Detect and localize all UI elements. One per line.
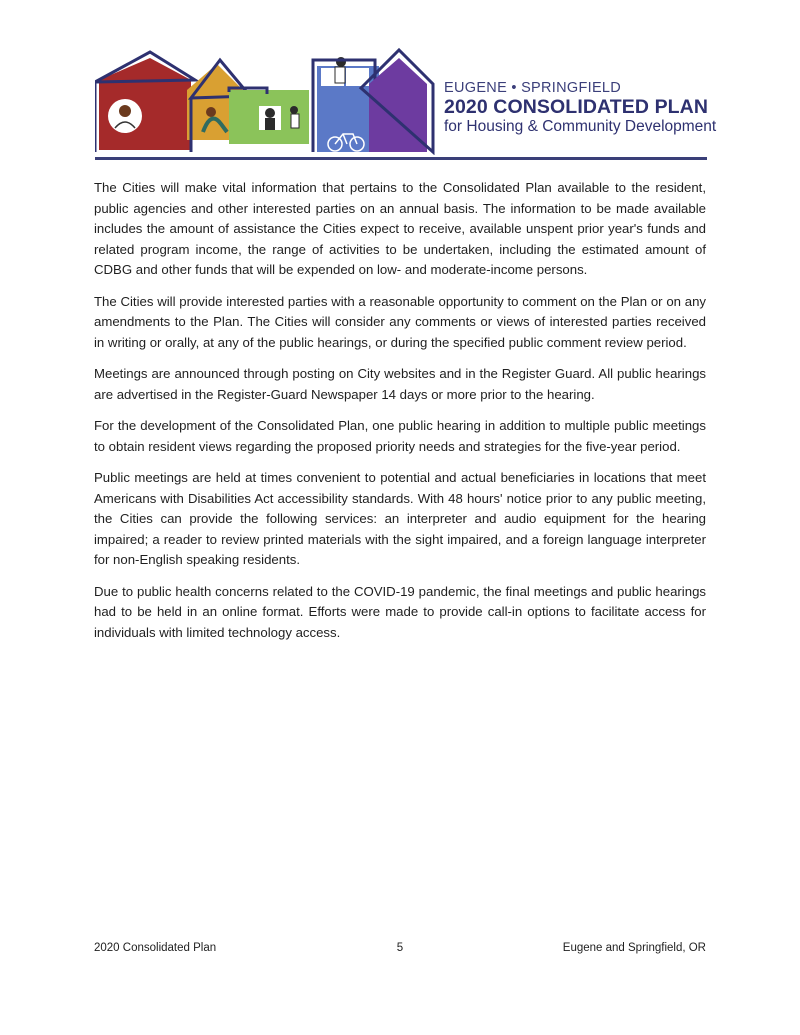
footer-location: Eugene and Springfield, OR <box>562 942 706 954</box>
header-title-block <box>444 80 717 136</box>
paragraph: Due to public health concerns related to the COVID-19 pandemic, the final meetings and public hearings had to be held in an online format. Efforts were made to provide call-in options to facilitate access for individuals with limited technology access. <box>94 583 706 640</box>
paragraph: The Cities will provide interested parties with a reasonable opportunity to comment on the Plan or on any amendments to the Plan. The Cities will consider any comments or views of interested parties received in writing or orally, at any of the public hearings, or during the specified public comment review period. <box>94 293 706 350</box>
header-divider <box>95 157 707 160</box>
page-header <box>95 40 717 162</box>
header-cities: EUGENE • SPRINGFIELD <box>444 80 622 96</box>
header-subtitle: for Housing & Community Development <box>444 118 717 135</box>
paragraph: For the development of the Consolidated Plan, one public hearing in addition to multiple public meetings to obtain resident views regarding the proposed priority needs and strategies for the five-year period. <box>94 418 706 454</box>
paragraph: Public meetings are held at times convenient to potential and actual beneficiaries in locations that meet Americans with Disabilities Act accessibility standards. With 48 hours' notice prior to any public meeting, the Cities can provide the following services: an interpreter and audio equipment for the hearing impaired; a reader to review printed materials with the sight impaired, and a foreign language interpreter for non-English speaking residents. <box>94 470 706 567</box>
header-plan-title: 2020 CONSOLIDATED PLAN <box>444 96 709 118</box>
paragraph: Meetings are announced through posting on City websites and in the Register Guard. All public hearings are advertised in the Register-Guard Newspaper 14 days or more prior to the hearing. <box>94 366 706 402</box>
page-footer <box>94 942 706 958</box>
houses-illustration <box>95 40 435 155</box>
paragraph: The Cities will make vital information that pertains to the Consolidated Plan available to the resident, public agencies and other interested parties on an annual basis. The information to be made available includes the amount of assistance the Cities expect to receive, available unspent prior year's funds and related program income, the range of activities to be undertaken, including the estimated amount of CDBG and other funds that will be expended on low- and moderate-income persons. <box>94 180 706 277</box>
body-content <box>94 178 706 654</box>
page-number: 5 <box>396 942 404 954</box>
footer-document-title: 2020 Consolidated Plan <box>94 942 217 954</box>
